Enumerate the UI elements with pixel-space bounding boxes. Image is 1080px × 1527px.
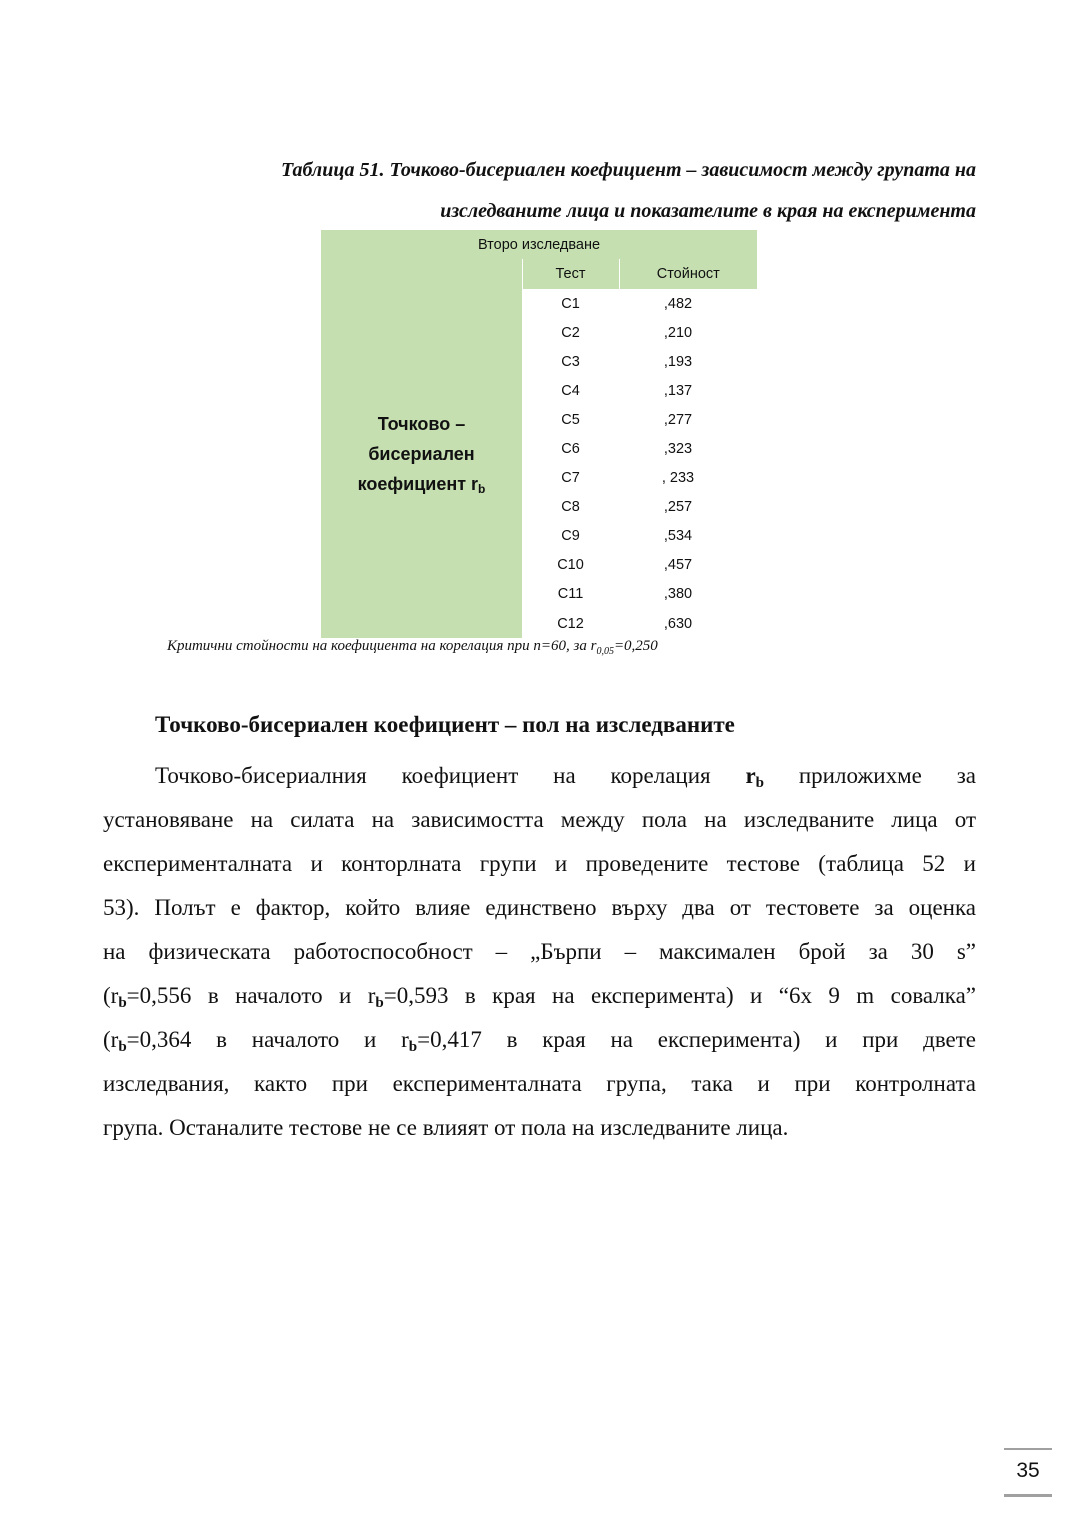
test-cell: C1: [561, 295, 580, 312]
header-value: Стойност: [619, 259, 757, 289]
value-cell: ,210: [663, 324, 693, 341]
note-text: Критични стойности на коефициента на корелация при n=60, за r: [167, 638, 597, 654]
paragraph-line: експерименталната и конторлната групи и проведените тестове (таблица 52 и: [103, 851, 976, 876]
critical-values-note: [167, 638, 787, 657]
row-label-line: Точково –: [377, 414, 466, 435]
test-cell: C8: [561, 499, 580, 516]
body-paragraph: [103, 754, 976, 1150]
test-cell: C9: [561, 528, 580, 545]
test-cell: C11: [557, 586, 584, 603]
row-label-cell: [321, 289, 522, 638]
note-tail: =0,250: [613, 638, 658, 654]
header-test: Тест: [522, 259, 619, 289]
value-cell: ,137: [663, 382, 693, 399]
paragraph-line: Точково-бисериалния коефициент на корелация $r_b$ приложихме за: [155, 763, 976, 791]
note-sub: 0,05: [596, 646, 614, 657]
table-row: [321, 289, 757, 318]
test-cell: C10: [557, 557, 584, 574]
paragraph-line: изследвания, както при експерименталната група, така и при контролната: [103, 1071, 976, 1096]
paragraph-line: ($r_b=0,364$ в началото и $r_b=0,417$ в края на експеримента) и при двете: [103, 1027, 977, 1055]
value-cell: ,534: [663, 528, 693, 545]
row-label-line: бисериален: [368, 444, 475, 465]
section-heading: Точково-бисериален коефициент – пол на изследваните: [155, 712, 735, 737]
value-cell: ,380: [663, 586, 693, 603]
paragraph-line: група. Останалите тестове не се влияят от пола на изследваните лица.: [103, 1115, 789, 1140]
value-cell: ,323: [663, 441, 693, 458]
value-cell: ,193: [663, 353, 693, 370]
row-label-sub: b: [478, 482, 486, 497]
paragraph-line: ($r_b=0,556$ в началото и $r_b=0,593$ в края на експеримента) и “6х 9 m совалка”: [103, 983, 977, 1011]
row-label-line: коефициент r: [357, 474, 479, 495]
test-cell: C5: [561, 411, 580, 428]
value-cell: ,457: [663, 557, 693, 574]
caption-line-1: Таблица 51. Точково-бисериален коефициент – зависимост между групата на: [280, 159, 976, 181]
coefficient-table: [321, 230, 757, 638]
paragraph-line: установяване на силата на зависимостта между пола на изследваните лица от: [103, 807, 976, 832]
caption-line-2: изследваните лица и показателите в края на експеримента: [440, 200, 976, 222]
test-cell: C7: [561, 470, 580, 487]
test-cell: C12: [557, 615, 584, 632]
value-cell: ,482: [663, 295, 693, 312]
value-cell: ,277: [663, 411, 693, 428]
table-title: Второ изследване: [477, 236, 601, 253]
test-cell: C3: [561, 353, 580, 370]
test-cell: C6: [561, 441, 580, 458]
value-cell: , 233: [661, 470, 695, 487]
paragraph-line: на физическата работоспособност – „Бърпи – максимален брой за 30 s”: [103, 939, 976, 964]
page-number: 35: [1004, 1448, 1052, 1497]
value-cell: ,257: [663, 499, 693, 516]
test-cell: C2: [561, 324, 580, 341]
test-cell: C4: [561, 382, 580, 399]
header-empty-cell: [321, 259, 522, 289]
paragraph-line: 53). Полът е фактор, който влияе единствено върху два от тестовете за оценка: [103, 895, 976, 920]
table-caption: [150, 150, 976, 232]
value-cell: ,630: [663, 615, 693, 632]
